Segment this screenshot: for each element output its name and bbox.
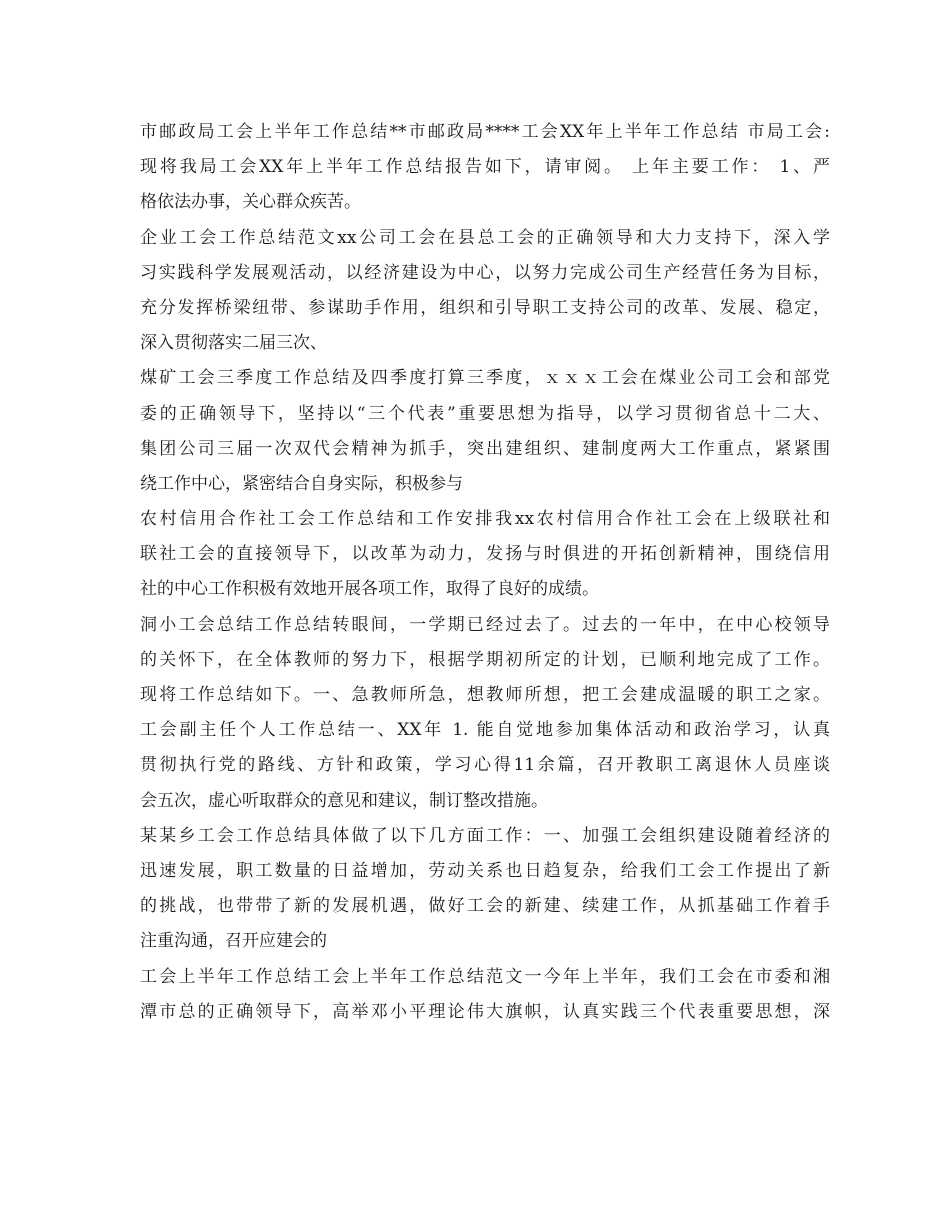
paragraph: [140, 502, 830, 608]
paragraph-line: 潭市总的正确领导下，高举邓小平理论伟大旗帜，认真实践三个代表重要思想，深: [140, 1001, 830, 1022]
paragraph: [140, 713, 830, 819]
paragraph-line: 的关怀下，在全体教师的努力下，根据学期初所定的计划，已顺利地完成了工作。: [140, 649, 830, 670]
paragraph: [140, 819, 830, 960]
paragraph-line: 绕工作中心，紧密结合自身实际，积极参与: [140, 473, 463, 494]
paragraph-line: 企业工会工作总结范文xx公司工会在县总工会的正确领导和大力支持下，深入学: [140, 227, 830, 248]
paragraph-line: 委的正确领导下，坚持以“三个代表”重要思想为指导，以学习贯彻省总十二大、: [140, 403, 830, 424]
paragraph-line: 工会上半年工作总结工会上半年工作总结范文一今年上半年，我们工会在市委和湘: [140, 966, 830, 987]
paragraph-line: 贯彻执行党的路线、方针和政策，学习心得11余篇，召开教职工离退休人员座谈: [140, 755, 830, 776]
paragraph: [140, 960, 830, 1030]
paragraph-line: 某某乡工会工作总结具体做了以下几方面工作：一、加强工会组织建设随着经济的: [140, 825, 830, 846]
paragraph-line: 联社工会的直接领导下，以改革为动力，发扬与时俱进的开拓创新精神，围绕信用: [140, 544, 830, 565]
paragraph-line: 农村信用合作社工会工作总结和工作安排我xx农村信用合作社工会在上级联社和: [140, 509, 830, 530]
paragraph-line: 的挑战，也带带了新的发展机遇，做好工会的新建、续建工作，从抓基础工作着手: [140, 896, 830, 917]
paragraph: [140, 115, 830, 221]
paragraph-line: 社的中心工作积极有效地开展各项工作，取得了良好的成绩。: [140, 579, 599, 600]
paragraph-line: 集团公司三届一次双代会精神为抓手，突出建组织、建制度两大工作重点，紧紧围: [140, 438, 830, 459]
paragraph-line: 工会副主任个人工作总结一、XX年 1. 能自觉地参加集体活动和政治学习，认真: [140, 720, 830, 741]
paragraph-line: 现将我局工会XX年上半年工作总结报告如下，请审阅。 上年主要工作： 1、严: [140, 157, 830, 178]
paragraph-line: 习实践科学发展观活动，以经济建设为中心，以努力完成公司生产经营任务为目标，: [140, 262, 830, 283]
paragraph-line: 注重沟通，召开应建会的: [140, 931, 327, 952]
paragraph-line: 格依法办事，关心群众疾苦。: [140, 192, 361, 213]
document-body: [140, 115, 830, 1030]
paragraph-line: 市邮政局工会上半年工作总结**市邮政局****工会XX年上半年工作总结 市局工会:: [140, 122, 830, 142]
paragraph: [140, 608, 830, 714]
paragraph-line: 会五次，虚心听取群众的意见和建议，制订整改措施。: [140, 790, 548, 811]
paragraph-line: 迅速发展，职工数量的日益增加，劳动关系也日趋复杂，给我们工会工作提出了新: [140, 860, 830, 881]
paragraph-line: 现将工作总结如下。一、急教师所急，想教师所想，把工会建成温暖的职工之家。: [140, 685, 830, 705]
paragraph-line: 深入贯彻落实二届三次、: [140, 333, 327, 354]
paragraph: [140, 361, 830, 502]
paragraph-line: 充分发挥桥梁纽带、参谋助手作用，组织和引导职工支持公司的改革、发展、稳定，: [140, 297, 830, 318]
paragraph: [140, 221, 830, 362]
paragraph-line: 煤矿工会三季度工作总结及四季度打算三季度，ｘｘｘ工会在煤业公司工会和部党: [140, 368, 830, 389]
paragraph-line: 洞小工会总结工作总结转眼间，一学期已经过去了。过去的一年中，在中心校领导: [140, 614, 830, 635]
